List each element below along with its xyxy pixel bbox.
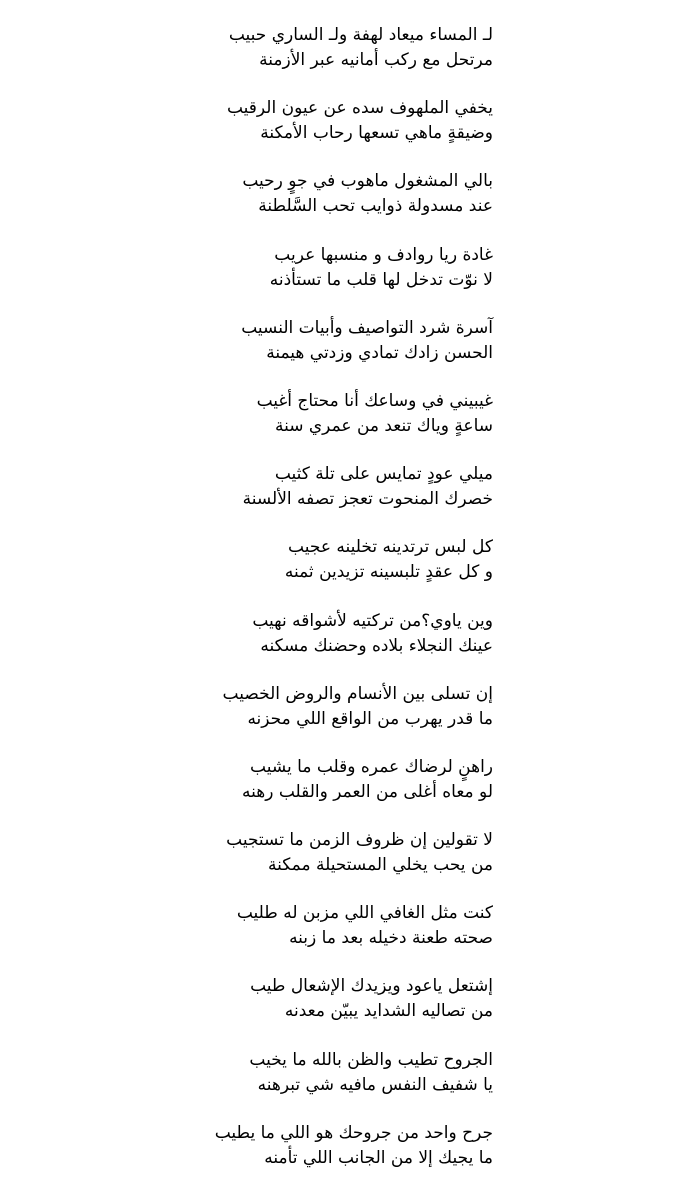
verse-line: وين ياوي؟من تركتيه لأشواقه نهيب (252, 610, 493, 631)
stanza (0, 168, 675, 241)
stanza (0, 315, 675, 388)
verse-line: لو معاه أغلى من العمر والقلب رهنه (242, 781, 493, 802)
stanza (0, 900, 675, 973)
verse-line: يخفي الملهوف سده عن عيون الرقيب (226, 98, 493, 119)
verse-line: كنت مثل الغافي اللي مزبن له طليب (236, 903, 493, 924)
stanza (0, 388, 675, 461)
stanza (0, 461, 675, 534)
stanza (0, 22, 675, 95)
verse-line: آسرة شرد التواصيف وأبيات النسيب (241, 317, 493, 338)
verse-line: إشتعل ياعود ويزيدك الإشعال طيب (250, 976, 493, 997)
verse-line: ما يجيك إلا من الجانب اللي تأمنه (264, 1147, 493, 1168)
verse-line: عند مسدولة ذوايب تحب السَّلطنة (258, 196, 493, 217)
verse-line: و كل عقدٍ تلبسينه تزيدين ثمنه (284, 562, 493, 583)
verse-line: يا شفيف النفس مافيه شي تبرهنه (257, 1074, 493, 1095)
stanza (0, 1120, 675, 1193)
verse-line: لـ المساء ميعاد لهفة ولـ الساري حبيب (228, 25, 493, 45)
verse-line: الجروح تطيب والظن بالله ما يخيب (249, 1049, 493, 1070)
verse-line: خصرك المنحوت تعجز تصفه الألسنة (242, 489, 493, 510)
verse-line: وضيقةٍ ماهي تسعها رحاب الأمكنة (260, 123, 493, 144)
stanza (0, 242, 675, 315)
verse-line: بالي المشغول ماهوب في جوٍ رحيب (242, 171, 493, 192)
verse-line: جرح واحد من جروحك هو اللي ما يطيب (214, 1122, 493, 1143)
poem (0, 22, 675, 1193)
verse-line: عينك النجلاء بلاده وحضنك مسكنه (260, 635, 493, 656)
verse-line: غيبيني في وساعك أنا محتاج أغيب (256, 390, 493, 411)
verse-line: ما قدر يهرب من الواقع اللي محزنه (247, 708, 493, 729)
verse-line: كل لبس ترتدينه تخلينه عجيب (288, 537, 493, 558)
verse-line: ساعةٍ وياك تنعد من عمري سنة (274, 415, 493, 436)
stanza (0, 754, 675, 827)
verse-line: من تصاليه الشدايد يبيّن معدنه (284, 1001, 493, 1022)
verse-line: راهنٍ لرضاك عمره وقلب ما يشيب (250, 756, 493, 777)
stanza (0, 973, 675, 1046)
stanza (0, 827, 675, 900)
verse-line: الحسن زادك تمادي وزدتي هيمنة (266, 342, 493, 363)
verse-line: مرتحل مع ركب أمانيه عبر الأزمنة (259, 50, 493, 70)
stanza (0, 1047, 675, 1120)
verse-line: لا نوّت تدخل لها قلب ما تستأذنه (269, 269, 493, 290)
stanza (0, 681, 675, 754)
verse-line: إن تسلى بين الأنسام والروض الخصيب (222, 683, 493, 704)
verse-line: من يحب يخلي المستحيلة ممكنة (267, 855, 493, 876)
verse-line: لا تقولين إن ظروف الزمن ما تستجيب (226, 830, 493, 851)
verse-line: صحته طعنة دخيله بعد ما زبنه (289, 928, 493, 949)
stanza (0, 95, 675, 168)
stanza (0, 534, 675, 607)
stanza (0, 608, 675, 681)
verse-line: غادة ريا روادف و منسبها عريب (274, 244, 493, 265)
verse-line: ميلي عودٍ تمايس على تلة كثيب (274, 464, 493, 485)
